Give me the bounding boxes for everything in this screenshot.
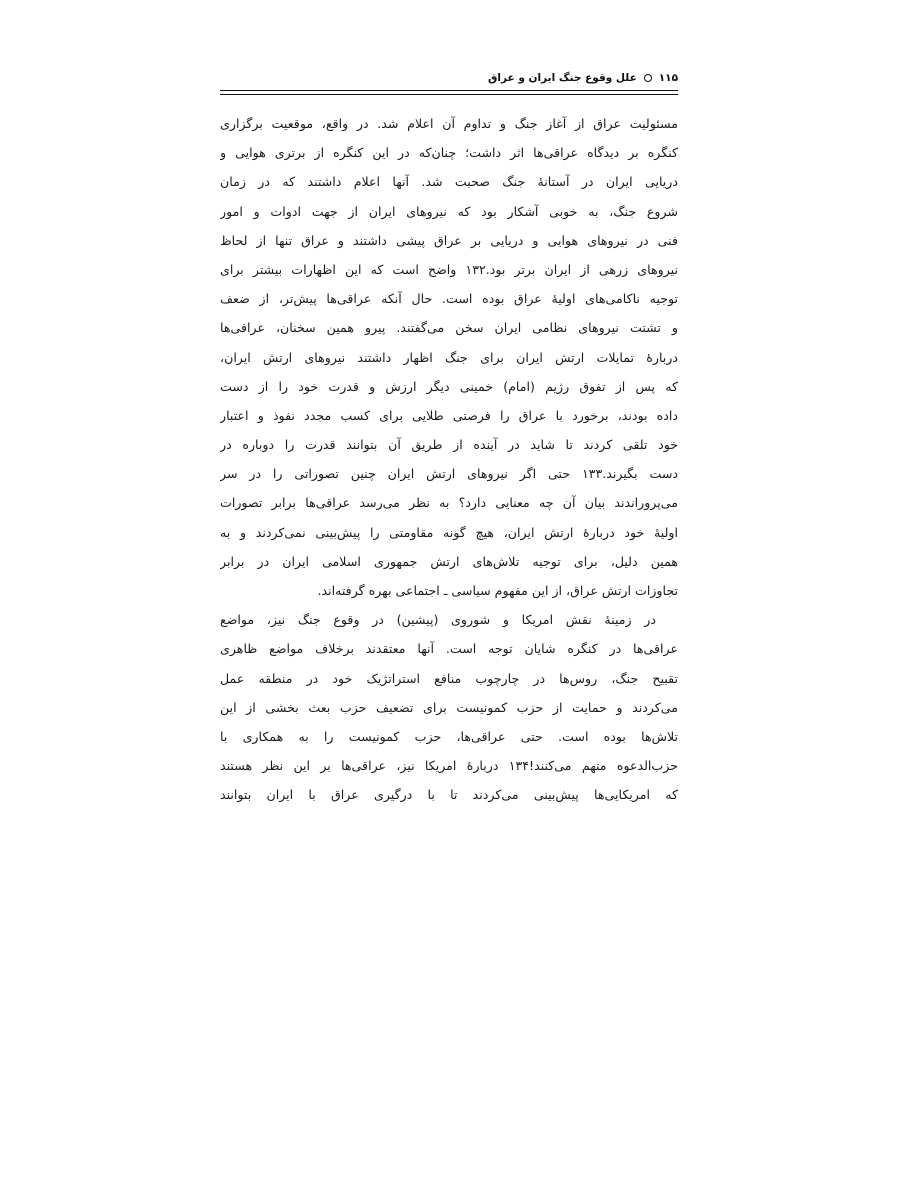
- text-line: کنگره بر دیدگاه عراقی‌ها اثر داشت؛ چنان‌که در این کنگره از برتری هوایی و: [220, 145, 678, 161]
- page-number: ۱۱۵: [658, 72, 678, 84]
- running-head-title: علل وقوع جنگ ایران و عراق: [488, 72, 637, 84]
- text-line: مسئولیت عراق از آغاز جنگ و تداوم آن اعلام شد. در واقع، موقعیت برگزاری: [220, 116, 678, 131]
- text-line: توجیه ناکامی‌های اولیهٔ عراق بوده است. حال آنکه عراقی‌ها پیش‌تر، از ضعف: [220, 291, 678, 307]
- text-line: همین دلیل، برای توجیه تلاش‌های ارتش جمهوری اسلامی ایران در برابر: [220, 553, 678, 569]
- text-line: دست بگیرند.۱۳۳ حتی اگر نیروهای ارتش ایران چنین تصوراتی را در سر: [220, 466, 678, 482]
- text-line: اولیهٔ خود دربارهٔ ارتش ایران، هیچ گونه مقاومتی را پیش‌بینی نمی‌کردند و به: [220, 524, 678, 540]
- text-line: دریایی ایران در آستانهٔ جنگ صحبت شد. آنها اعلام داشتند که در زمان: [220, 174, 678, 190]
- ornament-circle-icon: [644, 74, 652, 82]
- paragraph-1: [220, 109, 678, 605]
- text-line: تقبیح جنگ، روس‌ها در چارچوب منافع استراتژیک خود در منطقه عمل: [220, 670, 678, 686]
- book-page: [220, 68, 678, 810]
- text-line: نیروهای زرهی از ایران برتر بود.۱۳۲ واضح است که این اظهارات بیشتر برای: [220, 261, 678, 277]
- text-line: عراقی‌ها در کنگره شایان توجه است. آنها معتقدند برخلاف مواضع ظاهری: [220, 641, 678, 657]
- text-line: تجاوزات ارتش عراق، از این مفهوم سیاسی ـ اجتماعی بهره گرفته‌اند.: [317, 583, 678, 598]
- text-line: می‌کردند و حمایت از حزب کمونیست برای تضعیف حزب بعث بخشی از این: [220, 699, 678, 715]
- running-head: [220, 68, 678, 88]
- text-line: داده بودند، برخورد با عراق را فرصتی طلایی برای کسب مجدد نفوذ و اعتبار: [220, 407, 678, 423]
- text-line: در زمینهٔ نقش امریکا و شوروی (پیشین) در وقوع جنگ نیز، مواضع: [220, 612, 656, 628]
- body-text: [220, 109, 678, 810]
- text-line: فنی در نیروهای هوایی و دریایی بر عراق پیشی داشتند و عراق تنها از لحاظ: [220, 232, 678, 248]
- text-line: که پس از تفوق رژیم (امام) خمینی دیگر ارزش و قدرت خود را از دست: [220, 378, 678, 394]
- paragraph-2: [220, 605, 678, 809]
- text-line: شروع جنگ، به خوبی آشکار بود که نیروهای ایران از جهت ادوات و امور: [220, 203, 678, 219]
- text-line: می‌پروراندند بیان آن چه معنایی دارد؟ به نظر می‌رسد عراقی‌ها برابر تصورات: [220, 495, 678, 511]
- text-line: خود تلقی کردند تا شاید در آینده از طریق آن بتوانند قدرت را دوباره در: [220, 437, 678, 453]
- text-line: که امریکایی‌ها پیش‌بینی می‌کردند تا با درگیری عراق با ایران بتوانند: [220, 787, 678, 803]
- text-line: تلاش‌ها بوده است. حتی عراقی‌ها، حزب کمونیست را به همکاری با: [220, 728, 678, 744]
- text-line: دربارهٔ تمایلات ارتش ایران برای جنگ اظهار داشتند نیروهای ارتش ایران،: [220, 349, 678, 365]
- text-line: حزب‌الدعوه متهم می‌کنند!۱۳۴ دربارهٔ امریکا نیز، عراقی‌ها بر این نظر هستند: [220, 758, 678, 774]
- text-line: و تشتت نیروهای نظامی ایران سخن می‌گفتند. پیرو همین سخنان، عراقی‌ها: [220, 320, 678, 336]
- header-double-rule: [220, 90, 678, 95]
